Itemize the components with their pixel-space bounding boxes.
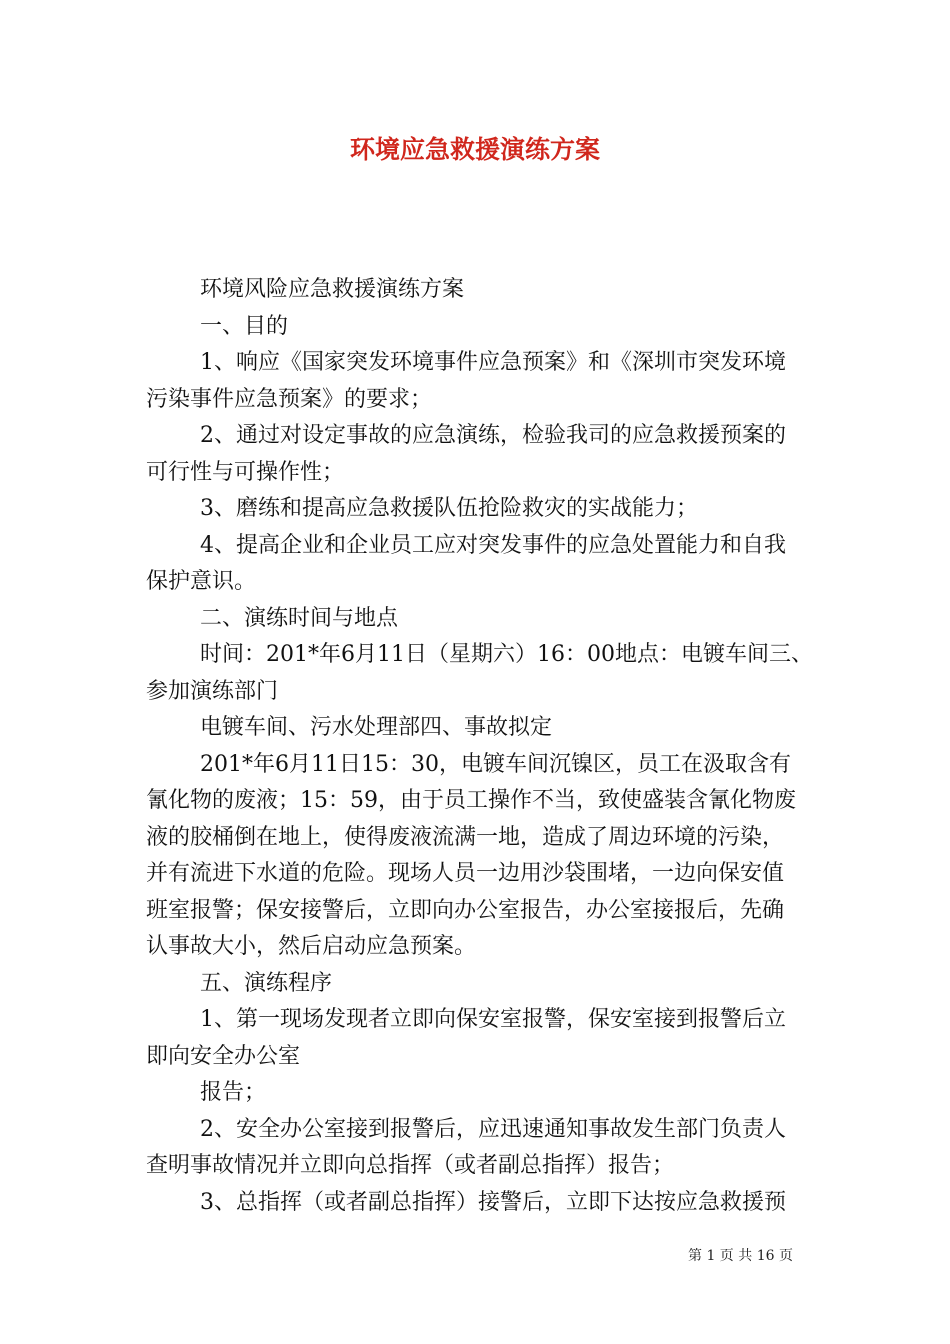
body-line: 五、演练程序 xyxy=(200,970,333,996)
body-line: 保护意识。 xyxy=(146,569,257,594)
body-line: 3、总指挥（或者副总指挥）接警后，立即下达按应急救援预 xyxy=(200,1189,786,1215)
document-title: 环境应急救援演练方案 xyxy=(349,135,600,164)
body-line: 电镀车间、污水处理部四、事故拟定 xyxy=(200,715,553,740)
document-body xyxy=(146,272,814,1221)
body-line: 查明事故情况并立即向总指挥（或者副总指挥）报告； xyxy=(146,1153,675,1178)
body-line: 即向安全办公室 xyxy=(146,1043,301,1069)
body-line: 并有流进下水道的危险。现场人员一边用沙袋围堵，一边向保安值 xyxy=(146,861,785,886)
body-line: 二、演练时间与地点 xyxy=(200,605,399,631)
body-line: 环境风险应急救援演练方案 xyxy=(200,277,465,302)
body-line: 班室报警；保安接警后，立即向办公室报告，办公室接报后，先确 xyxy=(146,897,785,923)
body-line: 报告； xyxy=(200,1080,267,1105)
body-line: 污染事件应急预案》的要求； xyxy=(146,386,433,412)
body-line: 参加演练部门 xyxy=(146,678,279,704)
body-line: 一、目的 xyxy=(200,313,289,339)
body-line: 液的胶桶倒在地上，使得废液流满一地，造成了周边环境的污染， xyxy=(146,824,785,850)
body-line: 2、安全办公室接到报警后，应迅速通知事故发生部门负责人 xyxy=(200,1116,786,1142)
body-line: 1、第一现场发现者立即向保安室报警，保安室接到报警后立 xyxy=(200,1007,786,1032)
body-line: 氰化物的废液；15：59，由于员工操作不当，致使盛装含氰化物废 xyxy=(146,788,796,813)
body-line: 2、通过对设定事故的应急演练，检验我司的应急救援预案的 xyxy=(200,423,786,448)
body-line: 3、磨练和提高应急救援队伍抢险救灾的实战能力； xyxy=(200,496,698,521)
body-line: 4、提高企业和企业员工应对突发事件的应急处置能力和自我 xyxy=(200,532,786,558)
body-line: 时间：201*年6月11日（星期六）16：00地点：电镀车间三、 xyxy=(200,642,813,667)
page-number-footer: 第 1 页 共 16 页 xyxy=(688,1248,793,1264)
body-line: 认事故大小，然后启动应急预案。 xyxy=(146,934,477,959)
body-line: 201*年6月11日15：30，电镀车间沉镍区，员工在汲取含有 xyxy=(200,751,791,777)
body-line: 可行性与可操作性； xyxy=(146,459,345,485)
body-line: 1、响应《国家突发环境事件应急预案》和《深圳市突发环境 xyxy=(200,350,786,375)
